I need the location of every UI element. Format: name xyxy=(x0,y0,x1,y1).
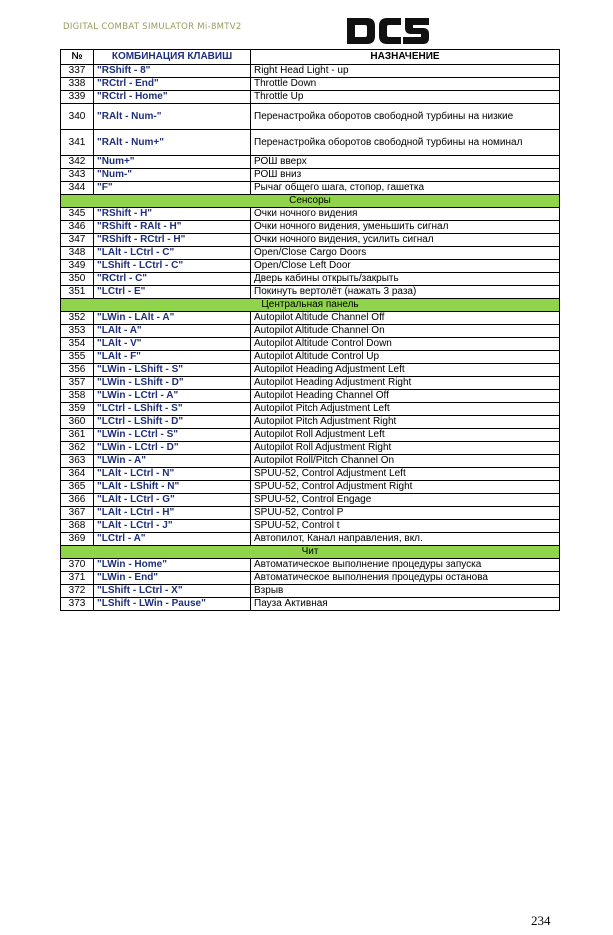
document-header-title: DIGITAL COMBAT SIMULATOR Mi-8MTV2 xyxy=(63,22,242,32)
key-combination: "RAlt - Num-" xyxy=(94,104,251,130)
row-number: 372 xyxy=(61,585,94,598)
table-row xyxy=(61,312,560,325)
row-number: 349 xyxy=(61,260,94,273)
command-description: Throttle Down xyxy=(251,78,560,91)
key-commands-table xyxy=(60,49,560,611)
table-row xyxy=(61,494,560,507)
row-number: 370 xyxy=(61,559,94,572)
table-row xyxy=(61,559,560,572)
row-number: 373 xyxy=(61,598,94,611)
key-combination: "LCtrl - LShift - D" xyxy=(94,416,251,429)
key-combination: "LAlt - LCtrl - G" xyxy=(94,494,251,507)
key-combination: "LWin - LAlt - A" xyxy=(94,312,251,325)
row-number: 366 xyxy=(61,494,94,507)
table-row xyxy=(61,403,560,416)
command-description: Автоматическое выполнение процедуры запуска xyxy=(251,559,560,572)
command-description: РОШ вниз xyxy=(251,169,560,182)
section-label: Сенсоры xyxy=(61,195,560,208)
key-combination: "LAlt - F" xyxy=(94,351,251,364)
key-combination: "LWin - LCtrl - A" xyxy=(94,390,251,403)
row-number: 368 xyxy=(61,520,94,533)
key-combination: "LAlt - LCtrl - N" xyxy=(94,468,251,481)
row-number: 355 xyxy=(61,351,94,364)
command-description: Очки ночного видения, уменьшить сигнал xyxy=(251,221,560,234)
command-description: Автоматическое выполнения процедуры останова xyxy=(251,572,560,585)
table-row xyxy=(61,598,560,611)
table-row xyxy=(61,507,560,520)
row-number: 371 xyxy=(61,572,94,585)
table-row xyxy=(61,247,560,260)
key-combination: "LWin - LCtrl - D" xyxy=(94,442,251,455)
command-description: Autopilot Roll/Pitch Channel On xyxy=(251,455,560,468)
table-row xyxy=(61,169,560,182)
table-row xyxy=(61,78,560,91)
section-header-row xyxy=(61,195,560,208)
table-row xyxy=(61,338,560,351)
table-body xyxy=(61,65,560,611)
table-row xyxy=(61,351,560,364)
key-combination: "LAlt - A" xyxy=(94,325,251,338)
table-row xyxy=(61,520,560,533)
key-combination: "LWin - Home" xyxy=(94,559,251,572)
table-row xyxy=(61,65,560,78)
row-number: 364 xyxy=(61,468,94,481)
key-combination: "LCtrl - E" xyxy=(94,286,251,299)
table-row xyxy=(61,455,560,468)
key-combination: "Num-" xyxy=(94,169,251,182)
command-description: Right Head Light - up xyxy=(251,65,560,78)
table-row xyxy=(61,91,560,104)
table-row xyxy=(61,377,560,390)
table-row xyxy=(61,156,560,169)
command-description: Autopilot Altitude Control Up xyxy=(251,351,560,364)
command-description: Очки ночного видения xyxy=(251,208,560,221)
table-row xyxy=(61,364,560,377)
row-number: 345 xyxy=(61,208,94,221)
key-combination: "LShift - LWin - Pause" xyxy=(94,598,251,611)
command-description: Рычаг общего шага, стопор, гашетка xyxy=(251,182,560,195)
row-number: 344 xyxy=(61,182,94,195)
key-combination: "LAlt - LCtrl - J" xyxy=(94,520,251,533)
row-number: 346 xyxy=(61,221,94,234)
table-row xyxy=(61,572,560,585)
table-row xyxy=(61,221,560,234)
command-description: Перенастройка оборотов свободной турбины на низкие xyxy=(251,104,560,130)
command-description: Autopilot Pitch Adjustment Right xyxy=(251,416,560,429)
key-combination: "LWin - LShift - D" xyxy=(94,377,251,390)
table-row xyxy=(61,208,560,221)
command-description: Пауза Активная xyxy=(251,598,560,611)
key-combination: "LAlt - LCtrl - H" xyxy=(94,507,251,520)
command-description: Перенастройка оборотов свободной турбины на номинал xyxy=(251,130,560,156)
command-description: SPUU-52, Control Adjustment Right xyxy=(251,481,560,494)
row-number: 338 xyxy=(61,78,94,91)
row-number: 362 xyxy=(61,442,94,455)
table-row xyxy=(61,260,560,273)
command-description: Open/Close Left Door xyxy=(251,260,560,273)
row-number: 347 xyxy=(61,234,94,247)
key-combination: "LCtrl - LShift - S" xyxy=(94,403,251,416)
row-number: 342 xyxy=(61,156,94,169)
command-description: Autopilot Heading Adjustment Left xyxy=(251,364,560,377)
row-number: 361 xyxy=(61,429,94,442)
column-header-number: № xyxy=(61,50,94,65)
key-combination: "RShift - RCtrl - H" xyxy=(94,234,251,247)
row-number: 356 xyxy=(61,364,94,377)
key-combination: "LWin - LShift - S" xyxy=(94,364,251,377)
command-description: Взрыв xyxy=(251,585,560,598)
command-description: SPUU-52, Control Engage xyxy=(251,494,560,507)
command-description: Autopilot Roll Adjustment Left xyxy=(251,429,560,442)
key-combination: "RCtrl - End" xyxy=(94,78,251,91)
row-number: 348 xyxy=(61,247,94,260)
table-row xyxy=(61,533,560,546)
table-row xyxy=(61,442,560,455)
command-description: Autopilot Altitude Control Down xyxy=(251,338,560,351)
key-combination: "F" xyxy=(94,182,251,195)
command-description: Автопилот, Канал направления, вкл. xyxy=(251,533,560,546)
row-number: 337 xyxy=(61,65,94,78)
table-row xyxy=(61,130,560,156)
row-number: 369 xyxy=(61,533,94,546)
key-combination: "LCtrl - A" xyxy=(94,533,251,546)
key-combination: "RAlt - Num+" xyxy=(94,130,251,156)
row-number: 352 xyxy=(61,312,94,325)
command-description: Autopilot Altitude Channel On xyxy=(251,325,560,338)
key-combination: "LWin - A" xyxy=(94,455,251,468)
column-header-purpose: НАЗНАЧЕНИЕ xyxy=(251,50,560,65)
command-description: Autopilot Heading Adjustment Right xyxy=(251,377,560,390)
section-header-row xyxy=(61,299,560,312)
key-combination: "RCtrl - C" xyxy=(94,273,251,286)
key-combination: "LAlt - LCtrl - C" xyxy=(94,247,251,260)
key-combination: "LAlt - V" xyxy=(94,338,251,351)
command-description: SPUU-52, Control P xyxy=(251,507,560,520)
key-combination: "LWin - LCtrl - S" xyxy=(94,429,251,442)
key-combination: "RShift - H" xyxy=(94,208,251,221)
command-description: SPUU-52, Control t xyxy=(251,520,560,533)
command-description: Autopilot Roll Adjustment Right xyxy=(251,442,560,455)
key-combination: "LAlt - LShift - N" xyxy=(94,481,251,494)
row-number: 350 xyxy=(61,273,94,286)
command-description: РОШ вверх xyxy=(251,156,560,169)
row-number: 339 xyxy=(61,91,94,104)
row-number: 360 xyxy=(61,416,94,429)
table-row xyxy=(61,104,560,130)
key-combination: "RShift - 8" xyxy=(94,65,251,78)
command-description: Autopilot Heading Channel Off xyxy=(251,390,560,403)
key-combination: "Num+" xyxy=(94,156,251,169)
section-label: Чит xyxy=(61,546,560,559)
command-description: Дверь кабины открыть/закрыть xyxy=(251,273,560,286)
command-description: Autopilot Pitch Adjustment Left xyxy=(251,403,560,416)
command-description: Очки ночного видения, усилить сигнал xyxy=(251,234,560,247)
table-header-row xyxy=(61,50,560,65)
key-combination: "RCtrl - Home" xyxy=(94,91,251,104)
row-number: 340 xyxy=(61,104,94,130)
table-row xyxy=(61,182,560,195)
key-combination: "LWin - End" xyxy=(94,572,251,585)
table-row xyxy=(61,585,560,598)
row-number: 367 xyxy=(61,507,94,520)
command-description: SPUU-52, Control Adjustment Left xyxy=(251,468,560,481)
key-combination: "LShift - LCtrl - X" xyxy=(94,585,251,598)
command-description: Throttle Up xyxy=(251,91,560,104)
table-row xyxy=(61,468,560,481)
table-row xyxy=(61,234,560,247)
section-label: Центральная панель xyxy=(61,299,560,312)
table-row xyxy=(61,416,560,429)
row-number: 351 xyxy=(61,286,94,299)
section-header-row xyxy=(61,546,560,559)
column-header-combination: КОМБИНАЦИЯ КЛАВИШ xyxy=(94,50,251,65)
row-number: 343 xyxy=(61,169,94,182)
row-number: 363 xyxy=(61,455,94,468)
row-number: 354 xyxy=(61,338,94,351)
table-row xyxy=(61,481,560,494)
page-number: 234 xyxy=(531,913,551,928)
command-description: Open/Close Cargo Doors xyxy=(251,247,560,260)
row-number: 358 xyxy=(61,390,94,403)
table-row xyxy=(61,390,560,403)
row-number: 353 xyxy=(61,325,94,338)
table-row xyxy=(61,429,560,442)
row-number: 359 xyxy=(61,403,94,416)
command-description: Autopilot Altitude Channel Off xyxy=(251,312,560,325)
key-combination: "LShift - LCtrl - C" xyxy=(94,260,251,273)
dcs-logo xyxy=(345,14,431,48)
table-row xyxy=(61,273,560,286)
key-combination: "RShift - RAlt - H" xyxy=(94,221,251,234)
command-description: Покинуть вертолёт (нажать 3 раза) xyxy=(251,286,560,299)
row-number: 357 xyxy=(61,377,94,390)
row-number: 365 xyxy=(61,481,94,494)
row-number: 341 xyxy=(61,130,94,156)
table-row xyxy=(61,286,560,299)
table-row xyxy=(61,325,560,338)
